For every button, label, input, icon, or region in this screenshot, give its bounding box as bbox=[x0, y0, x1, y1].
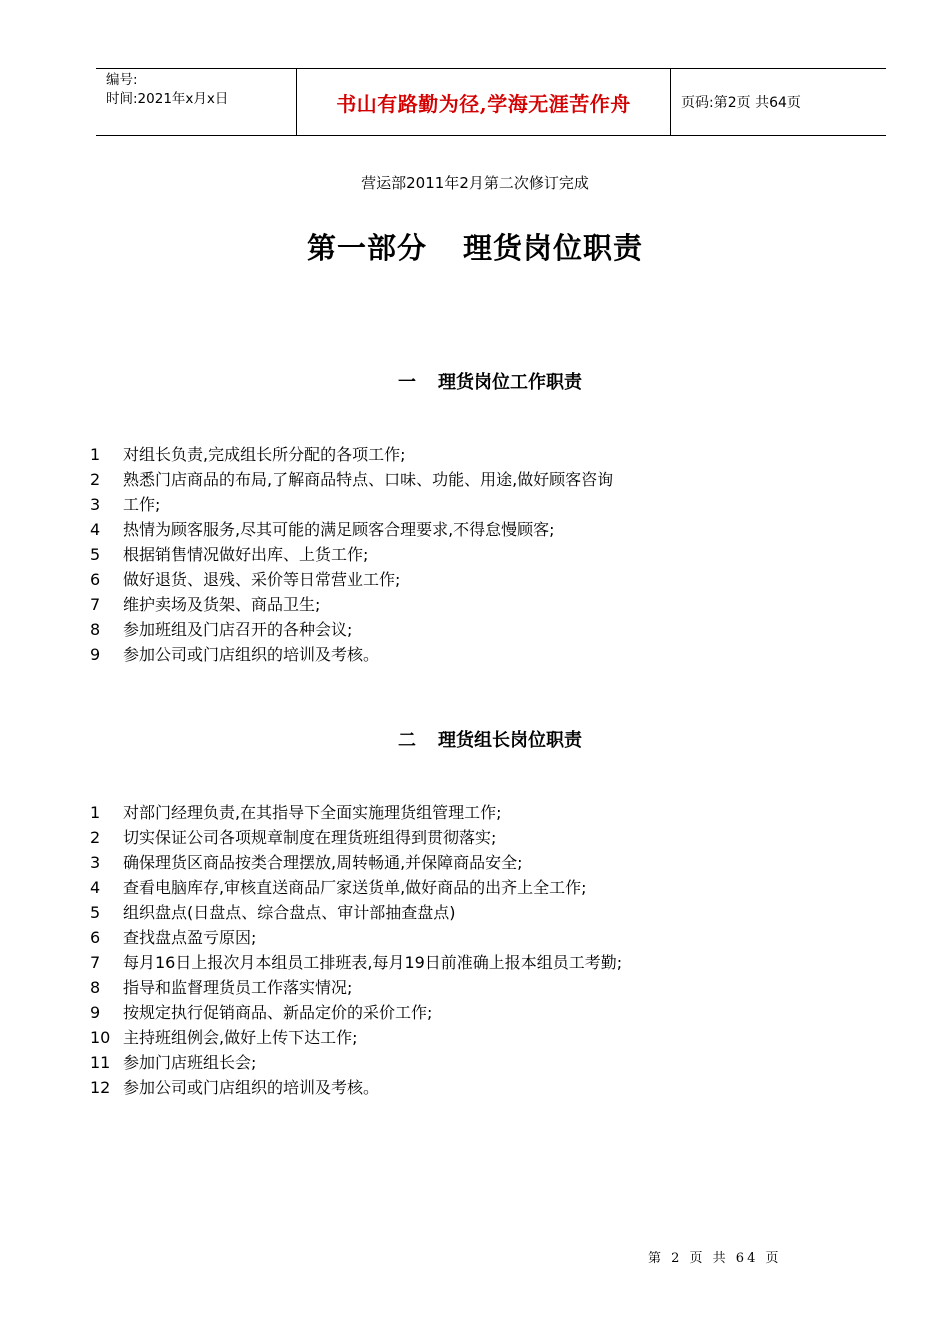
item-num: 8 bbox=[90, 620, 101, 639]
item-num: 9 bbox=[90, 1003, 101, 1022]
part-title-a: 第一部分 bbox=[306, 231, 427, 265]
header-page-label: 页码:第2页 共64页 bbox=[681, 95, 801, 111]
list-item bbox=[90, 925, 622, 950]
page-header bbox=[96, 68, 886, 136]
item-text: 对组长负责,完成组长所分配的各项工作; bbox=[123, 445, 406, 464]
item-text: 每月16日上报次月本组员工排班表,每月19日前准确上报本组员工考勤; bbox=[123, 953, 623, 972]
item-text: 参加班组及门店召开的各种会议; bbox=[123, 620, 353, 639]
page-footer: 第 2 页 共 64 页 bbox=[648, 1251, 782, 1266]
section-heading-1 bbox=[0, 368, 950, 394]
list-item bbox=[90, 542, 613, 567]
item-num: 2 bbox=[90, 828, 101, 847]
list-item bbox=[90, 617, 613, 642]
item-num: 5 bbox=[90, 545, 101, 564]
list-item bbox=[90, 975, 622, 1000]
item-num: 7 bbox=[90, 595, 101, 614]
item-text: 维护卖场及货架、商品卫生; bbox=[123, 595, 321, 614]
item-num: 7 bbox=[90, 953, 101, 972]
section-heading-text: 理货岗位工作职责 bbox=[438, 372, 582, 393]
list-item bbox=[90, 875, 622, 900]
list-item bbox=[90, 467, 613, 492]
item-num: 4 bbox=[90, 520, 101, 539]
list-item bbox=[90, 1000, 622, 1025]
list-item bbox=[90, 642, 613, 667]
item-text: 做好退货、退残、采价等日常营业工作; bbox=[123, 570, 401, 589]
item-num: 5 bbox=[90, 903, 101, 922]
item-num: 3 bbox=[90, 853, 101, 872]
section-heading-2 bbox=[0, 726, 950, 752]
item-text: 查找盘点盈亏原因; bbox=[123, 928, 257, 947]
revision-note: 营运部2011年2月第二次修订完成 bbox=[361, 174, 589, 192]
item-text: 组织盘点(日盘点、综合盘点、审计部抽查盘点) bbox=[123, 903, 456, 922]
item-num: 9 bbox=[90, 645, 101, 664]
item-text: 确保理货区商品按类合理摆放,周转畅通,并保障商品安全; bbox=[123, 853, 523, 872]
item-text: 根据销售情况做好出库、上货工作; bbox=[123, 545, 369, 564]
section-2-list bbox=[90, 800, 622, 1100]
item-text: 对部门经理负责,在其指导下全面实施理货组管理工作; bbox=[123, 803, 502, 822]
list-item bbox=[90, 517, 613, 542]
item-num: 10 bbox=[90, 1028, 111, 1047]
list-item bbox=[90, 1025, 622, 1050]
item-text: 热情为顾客服务,尽其可能的满足顾客合理要求,不得怠慢顾客; bbox=[123, 520, 555, 539]
list-item bbox=[90, 900, 622, 925]
item-num: 8 bbox=[90, 978, 101, 997]
item-text: 切实保证公司各项规章制度在理货班组得到贯彻落实; bbox=[123, 828, 497, 847]
item-num: 6 bbox=[90, 570, 101, 589]
part-title bbox=[0, 226, 950, 267]
list-item bbox=[90, 567, 613, 592]
list-item bbox=[90, 1050, 622, 1075]
item-text: 熟悉门店商品的布局,了解商品特点、口味、功能、用途,做好顾客咨询 bbox=[123, 470, 614, 489]
list-item bbox=[90, 850, 622, 875]
list-item bbox=[90, 800, 622, 825]
item-num: 3 bbox=[90, 495, 101, 514]
list-item bbox=[90, 442, 613, 467]
section-1-list bbox=[90, 442, 613, 667]
section-heading-num: 一 bbox=[398, 372, 416, 393]
list-item bbox=[90, 592, 613, 617]
item-text: 参加公司或门店组织的培训及考核。 bbox=[123, 645, 380, 664]
doc-time-label: 时间:2021年x月x日 bbox=[106, 91, 229, 107]
item-num: 6 bbox=[90, 928, 101, 947]
item-text: 参加公司或门店组织的培训及考核。 bbox=[123, 1078, 380, 1097]
item-num: 2 bbox=[90, 470, 101, 489]
item-text: 参加门店班组长会; bbox=[123, 1053, 257, 1072]
item-num: 1 bbox=[90, 803, 101, 822]
header-motto-cell bbox=[297, 69, 671, 135]
section-heading-text: 理货组长岗位职责 bbox=[438, 730, 582, 751]
item-num: 4 bbox=[90, 878, 101, 897]
doc-code-label: 编号: bbox=[106, 72, 138, 88]
part-title-b: 理货岗位职责 bbox=[463, 231, 644, 265]
header-page-cell bbox=[671, 69, 886, 135]
item-num: 1 bbox=[90, 445, 101, 464]
item-text: 按规定执行促销商品、新品定价的采价工作; bbox=[123, 1003, 433, 1022]
list-item bbox=[90, 492, 613, 517]
item-num: 11 bbox=[90, 1053, 111, 1072]
item-text: 指导和监督理货员工作落实情况; bbox=[123, 978, 353, 997]
item-text: 主持班组例会,做好上传下达工作; bbox=[123, 1028, 358, 1047]
header-meta bbox=[96, 69, 297, 135]
item-text: 工作; bbox=[123, 495, 161, 514]
list-item bbox=[90, 825, 622, 850]
header-motto: 书山有路勤为径,学海无涯苦作舟 bbox=[336, 91, 631, 116]
item-num: 12 bbox=[90, 1078, 111, 1097]
list-item bbox=[90, 950, 622, 975]
list-item bbox=[90, 1075, 622, 1100]
item-text: 查看电脑库存,审核直送商品厂家送货单,做好商品的出齐上全工作; bbox=[123, 878, 587, 897]
section-heading-num: 二 bbox=[398, 730, 416, 751]
